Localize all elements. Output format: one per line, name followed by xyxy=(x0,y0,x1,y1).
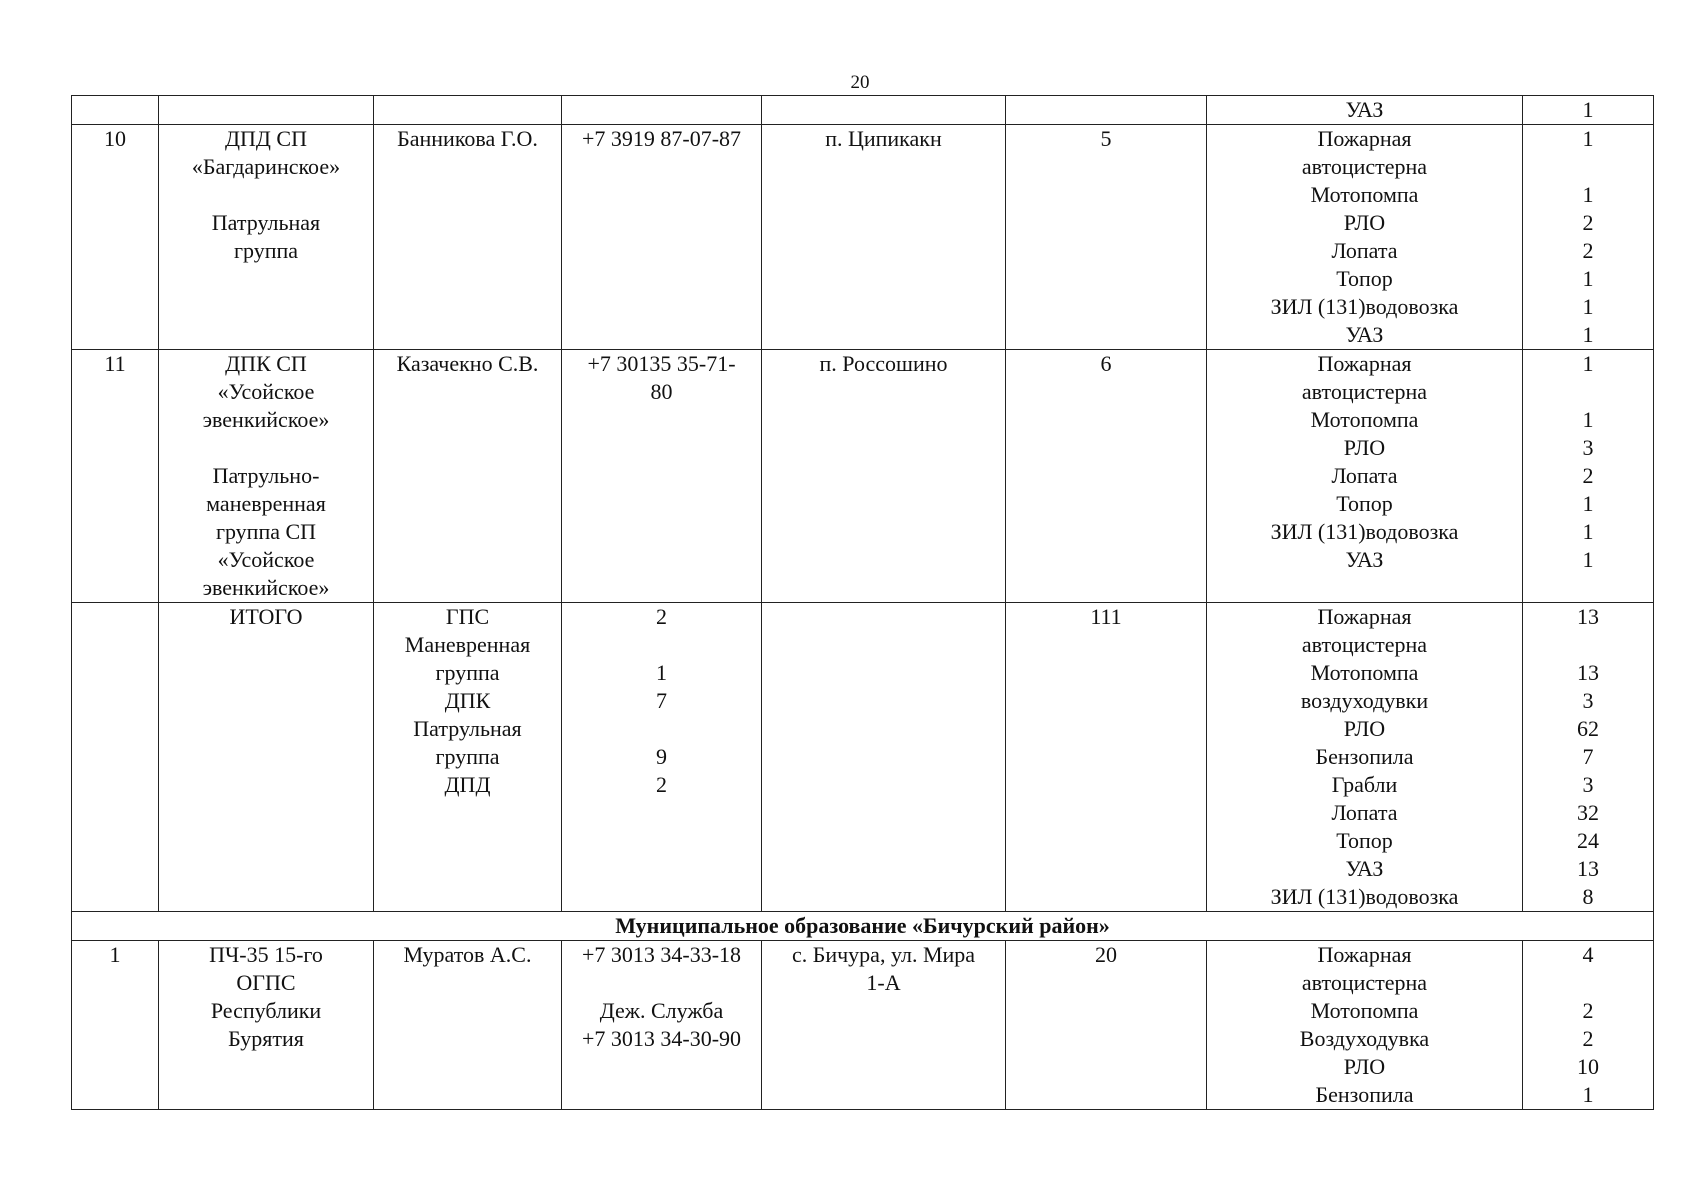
head-name-cell xyxy=(374,603,562,912)
row-number-cell xyxy=(72,603,159,912)
cell-text-line: Мотопомпа xyxy=(1310,407,1419,432)
cell-text-line: 1 xyxy=(1582,126,1594,151)
cell-text-line: Пожарная xyxy=(1317,126,1412,151)
cell-text-line: Пожарная xyxy=(1317,942,1412,967)
cell-text-line: эвенкийское» xyxy=(202,575,330,600)
cell-text-line: Муратов А.С. xyxy=(403,942,532,967)
cell-text-line xyxy=(1527,153,1649,181)
row-number-cell xyxy=(72,96,159,125)
table-row xyxy=(72,603,1654,912)
cell-text-line: Лопата xyxy=(1331,463,1398,488)
phone-cell xyxy=(562,603,762,912)
staff-count-cell xyxy=(1006,125,1207,350)
phone-cell xyxy=(562,350,762,603)
cell-text-line: Мотопомпа xyxy=(1310,182,1419,207)
cell-text-line: 1 xyxy=(656,660,667,685)
cell-text-line: 1 xyxy=(1582,97,1594,122)
cell-text-line: Пожарная xyxy=(1317,351,1412,376)
cell-text-line: Патрульная xyxy=(413,716,522,741)
cell-text-line: 2 xyxy=(1582,1026,1594,1051)
cell-text-line: 5 xyxy=(1100,126,1112,151)
cell-text-line: Казачекно С.В. xyxy=(396,351,539,376)
cell-text-line: 4 xyxy=(1582,942,1594,967)
cell-text-line: Мотопомпа xyxy=(1310,660,1419,685)
equipment-cell xyxy=(1207,603,1523,912)
cell-text-line: +7 30135 35-71- xyxy=(587,351,736,376)
cell-text-line: 10 xyxy=(104,126,126,151)
cell-text-line: 1 xyxy=(1582,351,1594,376)
organization-cell xyxy=(159,350,374,603)
cell-text-line: 7 xyxy=(656,688,667,713)
cell-text-line: ГПС xyxy=(445,604,490,629)
cell-text-line: Бензопила xyxy=(1315,744,1414,769)
cell-text-line: 3 xyxy=(1582,772,1594,797)
phone-cell xyxy=(562,941,762,1110)
table-row xyxy=(72,941,1654,1110)
cell-text-line: 62 xyxy=(1577,716,1599,741)
cell-text-line xyxy=(766,603,1001,631)
cell-text-line: УАЗ xyxy=(1345,322,1384,347)
cell-text-line: 1 xyxy=(1582,407,1594,432)
cell-text-line: 80 xyxy=(650,379,673,404)
phone-cell xyxy=(562,125,762,350)
cell-text-line: 1 xyxy=(1582,266,1594,291)
cell-text-line: 3 xyxy=(1582,688,1594,713)
location-cell xyxy=(762,96,1006,125)
cell-text-line: Бензопила xyxy=(1315,1082,1414,1107)
cell-text-line: «Усойское xyxy=(217,547,315,572)
table-body-top xyxy=(72,96,1654,912)
cell-text-line xyxy=(76,96,154,124)
cell-text-line: 7 xyxy=(1582,744,1594,769)
cell-text-line: автоцистерна xyxy=(1301,632,1428,657)
cell-text-line: 1 xyxy=(1582,519,1594,544)
location-cell xyxy=(762,941,1006,1110)
cell-text-line: ОГПС xyxy=(236,970,296,995)
cell-text-line: Воздуходувка xyxy=(1299,1026,1430,1051)
cell-text-line: Лопата xyxy=(1331,238,1398,263)
table-body-bottom xyxy=(72,941,1654,1110)
cell-text-line xyxy=(163,181,369,209)
cell-text-line: 1 xyxy=(1582,182,1594,207)
cell-text-line: 1 xyxy=(1582,294,1594,319)
cell-text-line: 1 xyxy=(1582,322,1594,347)
cell-text-line: «Багдаринское» xyxy=(191,154,341,179)
head-name-cell xyxy=(374,125,562,350)
head-name-cell xyxy=(374,941,562,1110)
location-cell xyxy=(762,603,1006,912)
cell-text-line: «Усойское xyxy=(217,379,315,404)
cell-text-line: автоцистерна xyxy=(1301,970,1428,995)
staff-count-cell xyxy=(1006,350,1207,603)
cell-text-line: 1 xyxy=(1582,1082,1594,1107)
cell-text-line xyxy=(163,96,369,124)
organization-cell xyxy=(159,96,374,125)
cell-text-line: Топор xyxy=(1336,828,1393,853)
equipment-cell xyxy=(1207,350,1523,603)
cell-text-line: Пожарная xyxy=(1317,604,1412,629)
cell-text-line: ЗИЛ (131)водовозка xyxy=(1270,294,1459,319)
cell-text-line: ИТОГО xyxy=(229,604,303,629)
cell-text-line xyxy=(566,96,757,124)
cell-text-line: 2 xyxy=(656,772,667,797)
quantity-cell xyxy=(1523,96,1654,125)
cell-text-line: группа xyxy=(435,744,500,769)
cell-text-line: 20 xyxy=(1095,942,1117,967)
organization-cell xyxy=(159,603,374,912)
cell-text-line: УАЗ xyxy=(1345,547,1384,572)
cell-text-line: ДПД xyxy=(444,772,491,797)
cell-text-line: Топор xyxy=(1336,491,1393,516)
cell-text-line: 32 xyxy=(1577,800,1599,825)
section-title: Муниципальное образование «Бичурский район» xyxy=(72,912,1654,941)
cell-text-line: 8 xyxy=(1582,884,1594,909)
cell-text-line: 1 xyxy=(1582,547,1594,572)
cell-text-line: ЗИЛ (131)водовозка xyxy=(1270,884,1459,909)
table-row xyxy=(72,350,1654,603)
quantity-cell xyxy=(1523,125,1654,350)
cell-text-line: ПЧ-35 15-го xyxy=(209,942,323,967)
phone-cell xyxy=(562,96,762,125)
cell-text-line: Мотопомпа xyxy=(1310,998,1419,1023)
cell-text-line: РЛО xyxy=(1343,1054,1386,1079)
cell-text-line: +7 3919 87-07-87 xyxy=(581,126,742,151)
head-name-cell xyxy=(374,96,562,125)
cell-text-line xyxy=(566,969,757,997)
cell-text-line: 13 xyxy=(1577,660,1599,685)
cell-text-line: 24 xyxy=(1577,828,1599,853)
cell-text-line xyxy=(163,434,369,462)
cell-text-line: Бурятия xyxy=(228,1026,304,1051)
cell-text-line: 3 xyxy=(1582,435,1594,460)
cell-text-line: ДПД СП xyxy=(225,126,307,151)
cell-text-line: 1 xyxy=(109,942,121,967)
staff-count-cell xyxy=(1006,96,1207,125)
cell-text-line: УАЗ xyxy=(1345,97,1384,122)
cell-text-line: п. Россошино xyxy=(819,351,948,376)
cell-text-line: группа СП xyxy=(215,519,317,544)
cell-text-line: эвенкийское» xyxy=(202,407,330,432)
cell-text-line: 2 xyxy=(1582,238,1594,263)
fire-resources-table xyxy=(71,95,1654,1110)
cell-text-line: Патрульная xyxy=(211,210,321,235)
cell-text-line: Лопата xyxy=(1331,800,1398,825)
cell-text-line: 6 xyxy=(1100,351,1112,376)
location-cell xyxy=(762,125,1006,350)
cell-text-line: автоцистерна xyxy=(1301,154,1428,179)
cell-text-line: 1 xyxy=(1582,491,1594,516)
cell-text-line: Республики xyxy=(210,998,322,1023)
row-number-cell xyxy=(72,941,159,1110)
cell-text-line: РЛО xyxy=(1343,210,1386,235)
cell-text-line xyxy=(1527,631,1649,659)
cell-text-line: 2 xyxy=(656,604,667,629)
cell-text-line: маневренная xyxy=(206,491,326,516)
cell-text-line: воздуходувки xyxy=(1300,688,1429,713)
equipment-cell xyxy=(1207,941,1523,1110)
cell-text-line: группа xyxy=(435,660,500,685)
row-number-cell xyxy=(72,125,159,350)
organization-cell xyxy=(159,125,374,350)
cell-text-line: 10 xyxy=(1577,1054,1599,1079)
row-number-cell xyxy=(72,350,159,603)
cell-text-line: +7 3013 34-30-90 xyxy=(581,1026,742,1051)
cell-text-line xyxy=(1527,969,1649,997)
cell-text-line: автоцистерна xyxy=(1301,379,1428,404)
cell-text-line: 11 xyxy=(104,351,126,376)
cell-text-line: 111 xyxy=(1090,604,1122,629)
cell-text-line: группа xyxy=(233,238,299,263)
table-row xyxy=(72,96,1654,125)
cell-text-line: 1-А xyxy=(866,970,901,995)
cell-text-line: УАЗ xyxy=(1345,856,1384,881)
page-number: 20 xyxy=(850,72,870,93)
cell-text-line xyxy=(378,96,557,124)
section-header-row xyxy=(72,912,1654,941)
cell-text-line xyxy=(566,715,757,743)
table-row xyxy=(72,125,1654,350)
section-body xyxy=(72,912,1654,941)
equipment-cell xyxy=(1207,125,1523,350)
cell-text-line: п. Ципикакн xyxy=(825,126,942,151)
cell-text-line xyxy=(566,631,757,659)
cell-text-line: с. Бичура, ул. Мира xyxy=(791,942,976,967)
cell-text-line: 13 xyxy=(1577,604,1599,629)
cell-text-line: 2 xyxy=(1582,210,1594,235)
cell-text-line: Топор xyxy=(1336,266,1393,291)
cell-text-line xyxy=(1527,378,1649,406)
cell-text-line: 2 xyxy=(1582,463,1594,488)
cell-text-line: 2 xyxy=(1582,998,1594,1023)
cell-text-line: Патрульно- xyxy=(212,463,320,488)
cell-text-line: Грабли xyxy=(1331,772,1398,797)
cell-text-line xyxy=(1010,96,1202,124)
staff-count-cell xyxy=(1006,603,1207,912)
cell-text-line: 9 xyxy=(656,744,667,769)
cell-text-line: Банникова Г.О. xyxy=(397,126,538,151)
quantity-cell xyxy=(1523,603,1654,912)
cell-text-line: 13 xyxy=(1577,856,1599,881)
cell-text-line: ДПК xyxy=(444,688,491,713)
cell-text-line: Деж. Служба xyxy=(599,998,724,1023)
cell-text-line xyxy=(76,603,154,631)
cell-text-line: Маневренная xyxy=(404,632,531,657)
cell-text-line: ДПК СП xyxy=(225,351,307,376)
equipment-cell xyxy=(1207,96,1523,125)
cell-text-line: РЛО xyxy=(1343,716,1386,741)
cell-text-line: РЛО xyxy=(1343,435,1386,460)
cell-text-line xyxy=(766,96,1001,124)
cell-text-line: ЗИЛ (131)водовозка xyxy=(1270,519,1459,544)
organization-cell xyxy=(159,941,374,1110)
head-name-cell xyxy=(374,350,562,603)
quantity-cell xyxy=(1523,941,1654,1110)
location-cell xyxy=(762,350,1006,603)
cell-text-line: +7 3013 34-33-18 xyxy=(581,942,742,967)
staff-count-cell xyxy=(1006,941,1207,1110)
quantity-cell xyxy=(1523,350,1654,603)
